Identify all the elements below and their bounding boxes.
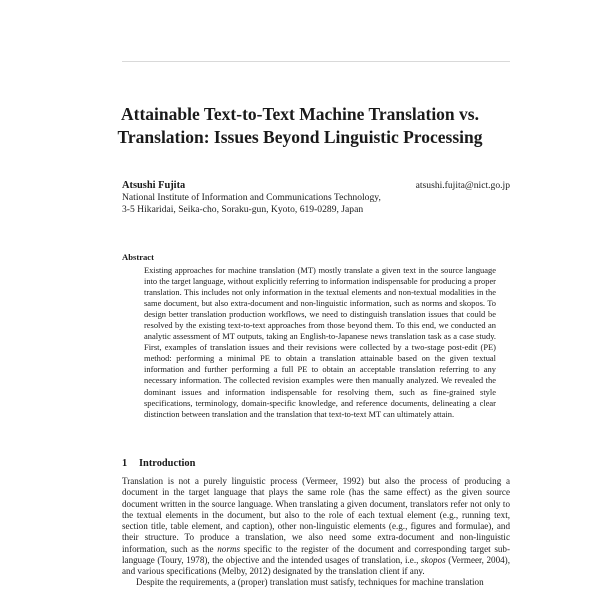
section-heading-introduction (122, 457, 195, 470)
paragraph-text: (Vermeer, 2004), and various specifications (Melby, 2012) designated by the translation client if any. (122, 554, 510, 576)
abstract-text: Existing approaches for machine translation (MT) mostly translate a given text in the source language into the target language, without explicitly referring to information indispensable for producing a proper translation. This includes not only information in the textual elements and non-textual modalities in the same document, but also extra-document and non-linguistic information, such as norms and skopos. To design better translation production workflows, we need to distinguish translation issues that could be resolved by the existing text-to-text approaches from those beyond them. To this end, we conducted an analytic assessment of MT outputs, taking an English-to-Japanese news translation task as a case study. First, examples of translation issues and their revisions were collected by a two-stage post-edit (PE) method: performing a minimal PE to obtain a translation attainable based on the given textual information and further performing a full PE to obtain an acceptable translation referring to any necessary information. The collected revision examples were then manually analyzed. We revealed the dominant issues and information indispensable for resolving them, such as fine-grained style specifications, terminology, domain-specific knowledge, and reference documents, delineating a clear distinction between translation and the translation that text-to-text MT can ultimately attain. (144, 265, 496, 419)
author-affiliation-line-2: 3-5 Hikaridai, Seika-cho, Soraku-gun, Kyoto, 619-0289, Japan (122, 203, 364, 215)
author-email: atsushi.fujita@nict.go.jp (415, 180, 510, 191)
introduction-body (122, 476, 510, 589)
term-norms: norms (217, 543, 240, 554)
header-rule (122, 61, 510, 62)
title-line-2: Translation: Issues Beyond Linguistic Processing (117, 127, 483, 147)
author-block (122, 180, 510, 215)
title-line-1: Attainable Text-to-Text Machine Translation vs. (121, 104, 479, 124)
paragraph-text: specific to the register of the document and corresponding target sub-language (Toury, 1978), the objective and the intended usages of translation, i.e., (122, 543, 510, 565)
section-number: 1 (122, 458, 128, 469)
term-skopos: skopos (420, 554, 446, 565)
paragraph-text: Translation is not a purely linguistic process (Vermeer, 1992) but also the process of producing a document in the target language that plays the same role (has the same effect) as the given source document written in the source language. When translating a given document, translators refer not only to the textual elements in the document, but also to the role of each textual element (e.g., running text, section title, table element, and caption), other non-linguistic elements (e.g., figures and formulae), and their structure. To produce a translation, we also need some extra-document and non-linguistic information, such as the (122, 476, 510, 554)
introduction-paragraph-2: Despite the requirements, a (proper) translation must satisfy, techniques for machine translation (136, 577, 484, 588)
author-name: Atsushi Fujita (122, 180, 186, 191)
abstract (122, 252, 510, 420)
introduction-paragraph-1 (122, 476, 510, 577)
author-affiliation-line-1: National Institute of Information and Communications Technology, (122, 191, 381, 203)
section-title: Introduction (139, 458, 196, 469)
paper-title (100, 103, 500, 149)
abstract-heading: Abstract (122, 252, 154, 262)
